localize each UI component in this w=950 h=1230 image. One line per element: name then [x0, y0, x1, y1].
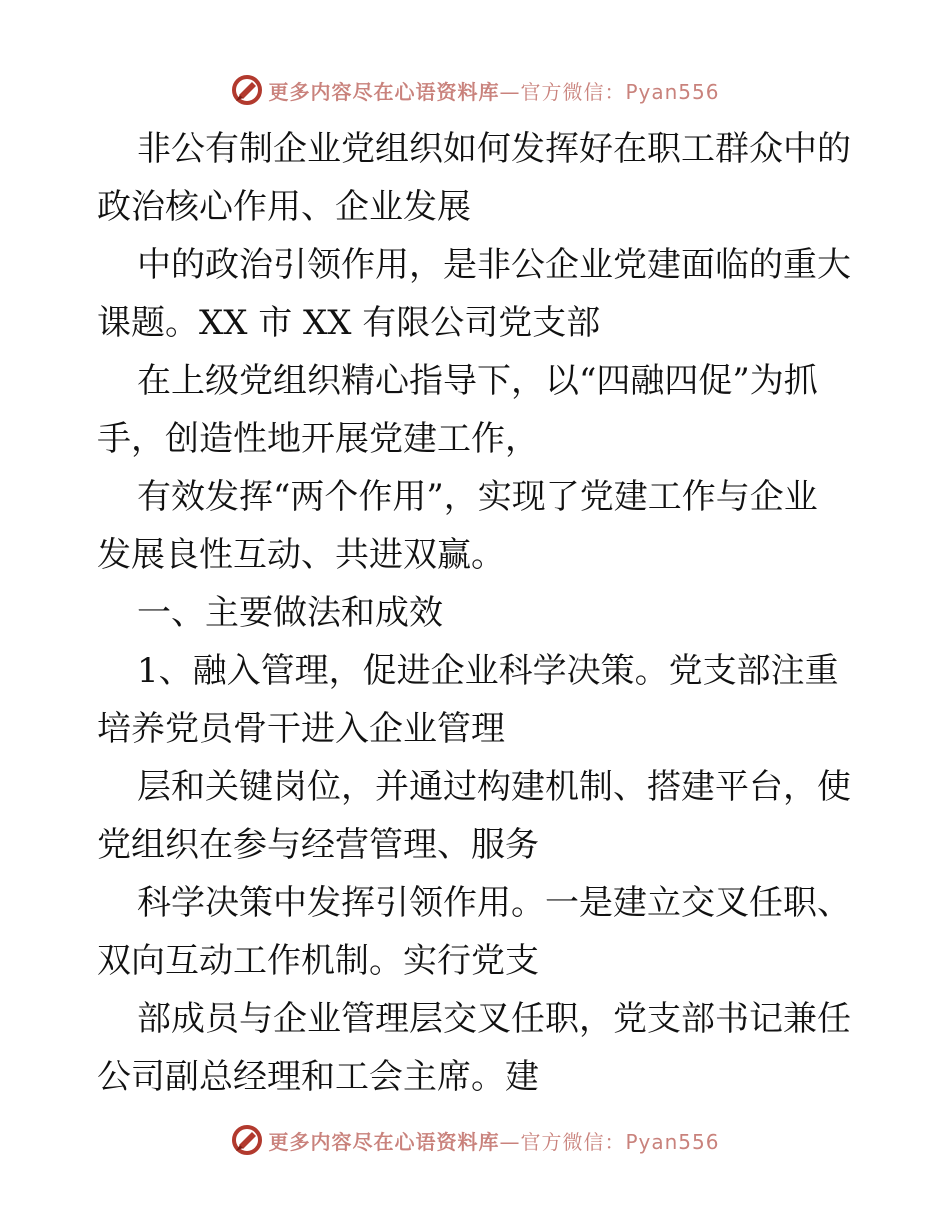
watermark-text: 更多内容尽在心语资料库—官方微信：Pyan556	[268, 1129, 720, 1154]
text-line: 非公有制企业党组织如何发挥好在职工群众中的	[137, 129, 851, 169]
text-line: 科学决策中发挥引领作用。一是建立交叉任职、	[137, 883, 851, 923]
text-line: 有效发挥“两个作用”，实现了党建工作与企业	[137, 477, 818, 517]
text-line: 课题。XX 市 XX 有限公司党支部	[97, 303, 601, 343]
text-line: 部成员与企业管理层交叉任职，党支部书记兼任	[137, 999, 851, 1039]
text-line: 层和关键岗位，并通过构建机制、搭建平台，使	[137, 767, 851, 807]
text-line: 公司副总经理和工会主席。建	[97, 1057, 539, 1097]
text-line: 培养党员骨干进入企业管理	[97, 709, 505, 749]
text-line: 党组织在参与经营管理、服务	[97, 825, 539, 865]
text-line: 在上级党组织精心指导下，以“四融四促”为抓	[137, 361, 818, 401]
logo-icon	[230, 73, 264, 107]
text-line: 1、融入管理，促进企业科学决策。党支部注重	[137, 651, 839, 691]
text-line: 政治核心作用、企业发展	[97, 187, 471, 227]
section-heading: 一、主要做法和成效	[137, 593, 443, 633]
logo-icon	[230, 1123, 264, 1157]
text-line: 发展良性互动、共进双赢。	[97, 535, 505, 575]
text-line: 手，创造性地开展党建工作，	[97, 419, 539, 459]
footer-watermark	[0, 1120, 950, 1160]
header-watermark	[0, 70, 950, 110]
watermark-text: 更多内容尽在心语资料库—官方微信：Pyan556	[268, 79, 720, 104]
document-body	[97, 120, 857, 1106]
text-line: 双向互动工作机制。实行党支	[97, 941, 539, 981]
text-line: 中的政治引领作用，是非公企业党建面临的重大	[137, 245, 851, 285]
